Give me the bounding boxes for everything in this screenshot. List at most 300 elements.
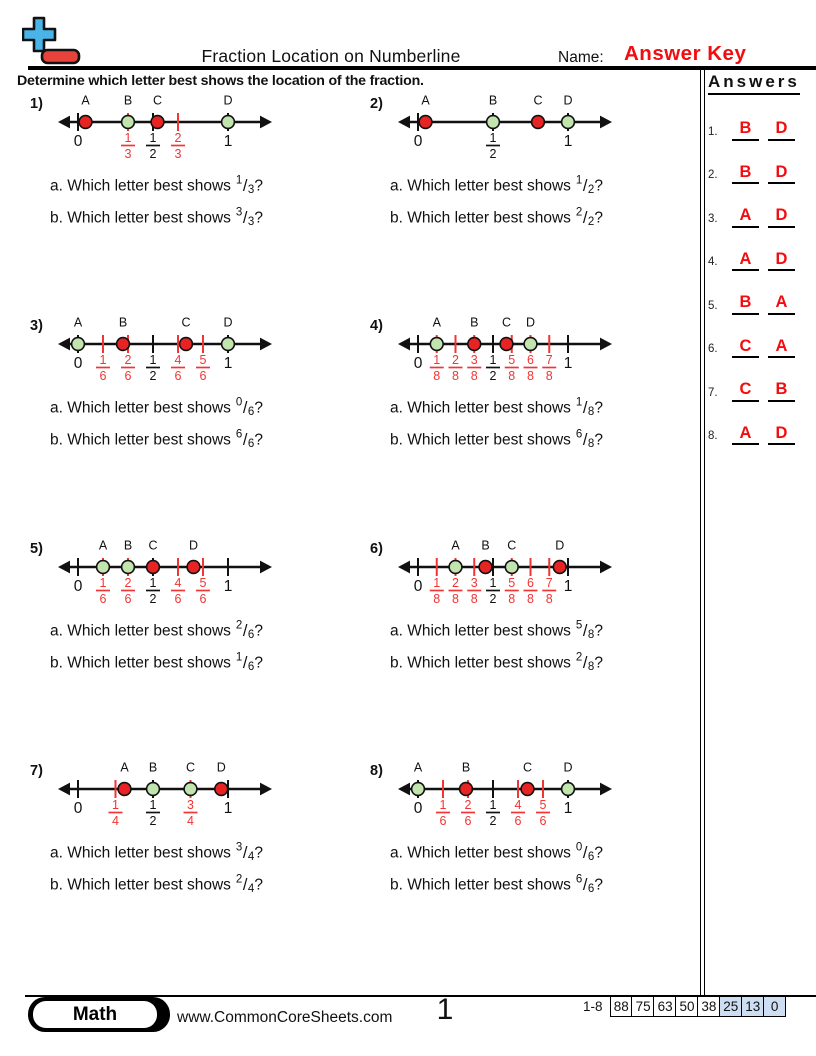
question-text: a. Which letter best shows xyxy=(390,622,571,640)
tick-label-numerator: 6 xyxy=(527,353,534,367)
answers-list xyxy=(708,97,808,445)
tick-label-denominator: 8 xyxy=(508,592,516,606)
problem-number: 7) xyxy=(30,763,43,779)
answer-number: 6. xyxy=(708,343,718,355)
page-title: Fraction Location on Numberline xyxy=(201,46,461,66)
fraction-slash: / xyxy=(242,208,248,227)
point-letter-A: A xyxy=(421,93,430,108)
point-dot-C xyxy=(521,783,534,796)
point-dot-A xyxy=(118,783,131,796)
point-letter-D: D xyxy=(525,315,536,330)
tick-label: 0 xyxy=(413,800,423,817)
point-letter-D: D xyxy=(188,538,199,553)
fraction-slash: / xyxy=(242,621,248,640)
question-text: a. Which letter best shows xyxy=(390,844,571,862)
question-line xyxy=(50,389,263,418)
tick-label-denominator: 6 xyxy=(539,814,547,828)
question-line xyxy=(50,612,263,641)
fraction-slash: / xyxy=(242,843,248,862)
problem-block xyxy=(364,540,700,762)
question-fraction xyxy=(575,873,595,895)
point-letter-C: C xyxy=(181,315,191,330)
fraction-slash: / xyxy=(582,621,588,640)
answer-row xyxy=(708,402,808,446)
tick-label-numerator: 5 xyxy=(508,353,516,367)
fraction-numerator: 5 xyxy=(575,619,583,631)
answer-key-value: Answer Key xyxy=(624,42,747,65)
right-arrow-icon xyxy=(260,116,272,129)
point-dot-A xyxy=(412,783,425,796)
tick-label: 1 xyxy=(563,355,573,372)
score-table xyxy=(583,996,786,1017)
tick-label-denominator: 2 xyxy=(149,592,157,606)
right-arrow-icon xyxy=(600,338,612,351)
numberline xyxy=(396,313,616,389)
tick-label-numerator: 2 xyxy=(464,798,472,812)
tick-label-denominator: 8 xyxy=(470,369,478,383)
question-line xyxy=(390,167,603,196)
tick-label-numerator: 3 xyxy=(187,798,194,812)
question-text: b. Which letter best shows xyxy=(50,654,231,672)
problem-number: 5) xyxy=(30,541,43,557)
tick-label: 1 xyxy=(563,800,573,817)
question-text: a. Which letter best shows xyxy=(390,399,571,417)
question-mark: ? xyxy=(254,431,263,449)
tick-label-denominator: 6 xyxy=(174,369,182,383)
fraction-denominator: 3 xyxy=(247,215,255,228)
point-dot-C xyxy=(147,561,160,574)
point-letter-C: C xyxy=(185,760,196,775)
point-dot-D xyxy=(562,783,575,796)
question-mark: ? xyxy=(594,209,603,227)
fraction-numerator: 2 xyxy=(575,206,583,218)
tick-label-denominator: 3 xyxy=(174,147,182,161)
problem-number: 8) xyxy=(370,763,383,779)
fraction-numerator: 0 xyxy=(235,396,243,408)
point-letter-C: C xyxy=(501,315,512,330)
question-mark: ? xyxy=(254,177,263,195)
tick-label-denominator: 8 xyxy=(452,369,459,383)
tick-label: 1 xyxy=(223,578,233,595)
right-arrow-icon xyxy=(260,561,272,574)
point-letter-D: D xyxy=(223,93,233,108)
point-dot-A xyxy=(419,116,432,129)
tick-label-denominator: 6 xyxy=(124,592,132,606)
tick-label-numerator: 1 xyxy=(99,576,107,590)
fraction-denominator: 6 xyxy=(587,882,595,895)
point-letter-A: A xyxy=(451,538,460,553)
fraction-slash: / xyxy=(582,875,588,894)
fraction-denominator: 8 xyxy=(587,628,595,641)
question-text: b. Which letter best shows xyxy=(390,654,571,672)
point-letter-C: C xyxy=(507,538,517,553)
numberline xyxy=(56,758,276,834)
point-dot-C xyxy=(532,116,545,129)
answer-number: 2. xyxy=(708,169,718,181)
answer-number: 7. xyxy=(708,386,718,399)
question-line xyxy=(50,834,263,863)
question-fraction xyxy=(235,206,255,228)
question-fraction xyxy=(235,873,255,895)
tick-label-denominator: 2 xyxy=(489,369,497,383)
tick-label: 1 xyxy=(563,133,573,150)
question-line xyxy=(390,199,603,228)
question-line xyxy=(50,866,263,895)
score-cell: 13 xyxy=(741,996,765,1017)
question-fraction xyxy=(575,206,595,228)
plus-icon xyxy=(23,18,55,51)
point-letter-B: B xyxy=(123,538,133,553)
answers-panel-divider xyxy=(700,70,705,996)
fraction-numerator: 1 xyxy=(575,396,583,408)
tick-label-numerator: 7 xyxy=(545,353,553,367)
question-fraction xyxy=(235,174,255,196)
point-letter-C: C xyxy=(533,93,543,108)
question-text: b. Which letter best shows xyxy=(50,876,231,894)
tick-label-numerator: 1 xyxy=(489,131,497,145)
right-arrow-icon xyxy=(600,561,612,574)
fraction-numerator: 1 xyxy=(235,651,243,663)
point-dot-C xyxy=(184,783,197,796)
tick-label-numerator: 1 xyxy=(489,798,497,812)
answer-letter-first: A xyxy=(732,250,759,271)
answer-letter-second: D xyxy=(768,206,795,227)
tick-label-numerator: 1 xyxy=(489,353,497,367)
answer-number: 8. xyxy=(708,430,718,442)
question-mark: ? xyxy=(254,654,263,672)
tick-label-denominator: 2 xyxy=(489,147,497,161)
fraction-numerator: 6 xyxy=(575,428,583,440)
point-letter-C: C xyxy=(148,538,158,553)
tick-label-denominator: 6 xyxy=(99,592,107,606)
tick-label-denominator: 8 xyxy=(433,369,441,383)
website-url: www.CommonCoreSheets.com xyxy=(177,1009,393,1026)
fraction-denominator: 6 xyxy=(247,437,255,450)
point-dot-D xyxy=(222,338,235,351)
point-letter-B: B xyxy=(481,538,490,553)
subject-badge-label: Math xyxy=(33,1001,157,1028)
fraction-slash: / xyxy=(242,430,248,449)
tick-label-denominator: 2 xyxy=(149,369,157,383)
question-mark: ? xyxy=(254,844,263,862)
question-line xyxy=(390,612,603,641)
fraction-slash: / xyxy=(582,208,588,227)
score-cell: 25 xyxy=(719,996,743,1017)
point-dot-B xyxy=(122,561,135,574)
answer-letter-second: D xyxy=(768,119,795,140)
tick-label-numerator: 2 xyxy=(174,131,182,145)
question-mark: ? xyxy=(254,876,263,894)
problem-number: 4) xyxy=(370,318,383,334)
point-letter-B: B xyxy=(461,760,471,775)
tick-label: 1 xyxy=(223,355,233,372)
point-dot-D xyxy=(553,561,566,574)
tick-label-denominator: 8 xyxy=(545,369,553,383)
problem-number: 6) xyxy=(370,541,383,557)
tick-label-numerator: 6 xyxy=(527,576,534,590)
answer-row xyxy=(708,358,808,402)
fraction-denominator: 8 xyxy=(587,405,595,418)
tick-label-numerator: 1 xyxy=(433,576,441,590)
point-letter-A: A xyxy=(120,760,129,775)
tick-label-denominator: 4 xyxy=(112,814,119,828)
tick-label-denominator: 8 xyxy=(470,592,478,606)
answer-row xyxy=(708,184,808,228)
tick-label-denominator: 2 xyxy=(489,814,497,828)
point-letter-A: A xyxy=(432,315,441,330)
fraction-denominator: 4 xyxy=(247,882,255,895)
fraction-numerator: 6 xyxy=(235,428,243,440)
problem-block xyxy=(24,540,360,762)
fraction-numerator: 3 xyxy=(235,206,243,218)
point-letter-A: A xyxy=(98,538,108,553)
answer-letter-first: A xyxy=(732,206,759,227)
question-mark: ? xyxy=(594,399,603,417)
right-arrow-icon xyxy=(600,783,612,796)
question-fraction xyxy=(575,619,595,641)
tick-label-numerator: 5 xyxy=(508,576,516,590)
point-dot-B xyxy=(460,783,473,796)
fraction-denominator: 6 xyxy=(587,850,595,863)
fraction-slash: / xyxy=(242,176,248,195)
fraction-slash: / xyxy=(582,398,588,417)
question-line xyxy=(50,644,263,673)
tick-label-numerator: 1 xyxy=(124,131,132,145)
point-dot-D xyxy=(187,561,200,574)
question-text: a. Which letter best shows xyxy=(390,177,571,195)
left-arrow-icon xyxy=(398,116,410,129)
question-line xyxy=(390,644,603,673)
answer-letter-second: A xyxy=(768,293,795,314)
problem-block xyxy=(24,317,360,539)
tick-label-numerator: 1 xyxy=(149,798,157,812)
question-fraction xyxy=(235,651,255,673)
tick-label: 0 xyxy=(73,578,83,595)
left-arrow-icon xyxy=(58,116,70,129)
tick-label-numerator: 1 xyxy=(433,353,441,367)
fraction-denominator: 2 xyxy=(587,215,595,228)
left-arrow-icon xyxy=(398,338,410,351)
tick-label-denominator: 6 xyxy=(124,369,132,383)
fraction-slash: / xyxy=(242,875,248,894)
question-fraction xyxy=(235,396,255,418)
tick-label-denominator: 8 xyxy=(508,369,516,383)
tick-label-denominator: 3 xyxy=(124,147,132,161)
score-cell: 63 xyxy=(653,996,677,1017)
numberline xyxy=(56,91,276,167)
point-dot-D xyxy=(222,116,235,129)
answer-number: 1. xyxy=(708,125,718,138)
point-letter-B: B xyxy=(118,315,128,330)
problem-block xyxy=(364,95,700,317)
fraction-numerator: 1 xyxy=(235,174,243,186)
right-arrow-icon xyxy=(260,338,272,351)
question-mark: ? xyxy=(594,622,603,640)
question-mark: ? xyxy=(594,177,603,195)
point-letter-A: A xyxy=(73,315,83,330)
score-range-label: 1-8 xyxy=(583,999,603,1014)
subject-badge xyxy=(28,997,170,1032)
tick-label-denominator: 6 xyxy=(174,592,182,606)
question-mark: ? xyxy=(594,876,603,894)
tick-label-numerator: 3 xyxy=(470,353,478,367)
question-text: b. Which letter best shows xyxy=(390,876,571,894)
tick-label: 0 xyxy=(73,800,83,817)
point-dot-B xyxy=(468,338,481,351)
tick-label-numerator: 2 xyxy=(452,576,459,590)
tick-label-denominator: 6 xyxy=(199,369,207,383)
answer-letter-second: B xyxy=(768,380,795,401)
tick-label-denominator: 6 xyxy=(464,814,472,828)
question-text: a. Which letter best shows xyxy=(50,177,231,195)
question-fraction xyxy=(575,174,595,196)
question-fraction xyxy=(575,841,595,863)
tick-label-numerator: 1 xyxy=(99,353,107,367)
tick-label: 0 xyxy=(413,355,423,372)
answer-letter-first: C xyxy=(732,380,759,401)
tick-label-numerator: 2 xyxy=(124,576,132,590)
answer-letter-first: B xyxy=(732,119,759,140)
tick-label: 0 xyxy=(73,133,83,150)
fraction-slash: / xyxy=(582,430,588,449)
point-dot-B xyxy=(117,338,130,351)
right-arrow-icon xyxy=(600,116,612,129)
point-dot-C xyxy=(180,338,193,351)
fraction-denominator: 6 xyxy=(247,628,255,641)
answers-title: Answers xyxy=(708,72,800,95)
tick-label-numerator: 1 xyxy=(149,576,157,590)
tick-label: 0 xyxy=(413,133,423,150)
question-fraction xyxy=(235,428,255,450)
point-dot-D xyxy=(215,783,228,796)
tick-label-numerator: 3 xyxy=(470,576,478,590)
answer-number: 4. xyxy=(708,256,718,268)
tick-label-denominator: 2 xyxy=(149,147,157,161)
tick-label: 0 xyxy=(413,578,423,595)
point-letter-D: D xyxy=(563,760,573,775)
tick-label: 1 xyxy=(223,800,233,817)
fraction-slash: / xyxy=(582,176,588,195)
score-cell: 50 xyxy=(675,996,699,1017)
tick-label-numerator: 7 xyxy=(545,576,553,590)
tick-label-numerator: 1 xyxy=(112,798,119,812)
tick-label: 1 xyxy=(223,133,233,150)
problem-block xyxy=(24,762,360,984)
fraction-denominator: 3 xyxy=(247,183,255,196)
point-letter-D: D xyxy=(223,315,233,330)
fraction-slash: / xyxy=(582,843,588,862)
header-divider xyxy=(28,66,816,70)
answer-letter-second: D xyxy=(768,250,795,271)
point-dot-C xyxy=(505,561,518,574)
question-mark: ? xyxy=(254,622,263,640)
problem-number: 1) xyxy=(30,96,43,112)
tick-label-denominator: 6 xyxy=(199,592,207,606)
point-dot-B xyxy=(147,783,160,796)
point-letter-D: D xyxy=(563,93,573,108)
question-mark: ? xyxy=(254,209,263,227)
tick-label-numerator: 1 xyxy=(489,576,497,590)
question-fraction xyxy=(235,841,255,863)
answer-letter-first: B xyxy=(732,163,759,184)
numberline xyxy=(396,91,616,167)
fraction-slash: / xyxy=(582,653,588,672)
point-dot-D xyxy=(524,338,537,351)
question-line xyxy=(50,167,263,196)
score-cell: 88 xyxy=(610,996,634,1017)
commoncoresheets-logo-icon xyxy=(22,16,84,68)
point-dot-B xyxy=(479,561,492,574)
name-label: Name: xyxy=(558,49,604,66)
point-dot-A xyxy=(430,338,443,351)
question-line xyxy=(50,199,263,228)
answer-row xyxy=(708,141,808,185)
instruction-text: Determine which letter best shows the location of the fraction. xyxy=(17,73,424,89)
problem-block xyxy=(364,317,700,539)
question-text: b. Which letter best shows xyxy=(50,431,231,449)
tick-label: 0 xyxy=(73,355,83,372)
tick-label-denominator: 6 xyxy=(439,814,447,828)
score-cells xyxy=(610,996,787,1017)
answer-letter-second: D xyxy=(768,424,795,445)
tick-label-denominator: 2 xyxy=(149,814,157,828)
tick-label-numerator: 1 xyxy=(149,353,157,367)
score-cell: 75 xyxy=(631,996,655,1017)
question-line xyxy=(390,421,603,450)
score-cell: 38 xyxy=(697,996,721,1017)
numberline xyxy=(56,313,276,389)
fraction-denominator: 6 xyxy=(247,660,255,673)
fraction-denominator: 4 xyxy=(247,850,255,863)
tick-label-denominator: 8 xyxy=(527,369,534,383)
question-mark: ? xyxy=(594,431,603,449)
tick-label-numerator: 5 xyxy=(539,798,547,812)
question-text: a. Which letter best shows xyxy=(50,622,231,640)
question-mark: ? xyxy=(594,654,603,672)
question-mark: ? xyxy=(594,844,603,862)
fraction-denominator: 6 xyxy=(247,405,255,418)
left-arrow-icon xyxy=(58,338,70,351)
tick-label: 1 xyxy=(563,578,573,595)
fraction-slash: / xyxy=(242,398,248,417)
page-number: 1 xyxy=(436,993,454,1026)
tick-label-denominator: 2 xyxy=(489,592,497,606)
problem-number: 2) xyxy=(370,96,383,112)
fraction-numerator: 3 xyxy=(235,841,243,853)
point-dot-A xyxy=(97,561,110,574)
fraction-denominator: 8 xyxy=(587,660,595,673)
answer-row xyxy=(708,97,808,141)
answer-letter-first: C xyxy=(732,337,759,358)
question-text: a. Which letter best shows xyxy=(50,399,231,417)
left-arrow-icon xyxy=(58,783,70,796)
question-fraction xyxy=(575,396,595,418)
tick-label-numerator: 5 xyxy=(199,576,207,590)
problem-number: 3) xyxy=(30,318,43,334)
fraction-denominator: 8 xyxy=(587,437,595,450)
point-letter-C: C xyxy=(522,760,533,775)
fraction-numerator: 2 xyxy=(235,619,243,631)
tick-label-numerator: 4 xyxy=(514,798,522,812)
answer-row xyxy=(708,315,808,359)
point-letter-A: A xyxy=(81,93,90,108)
question-fraction xyxy=(575,428,595,450)
point-letter-A: A xyxy=(413,760,423,775)
point-dot-D xyxy=(562,116,575,129)
tick-label-denominator: 6 xyxy=(99,369,107,383)
point-dot-C xyxy=(151,116,164,129)
answer-letter-second: A xyxy=(768,337,795,358)
